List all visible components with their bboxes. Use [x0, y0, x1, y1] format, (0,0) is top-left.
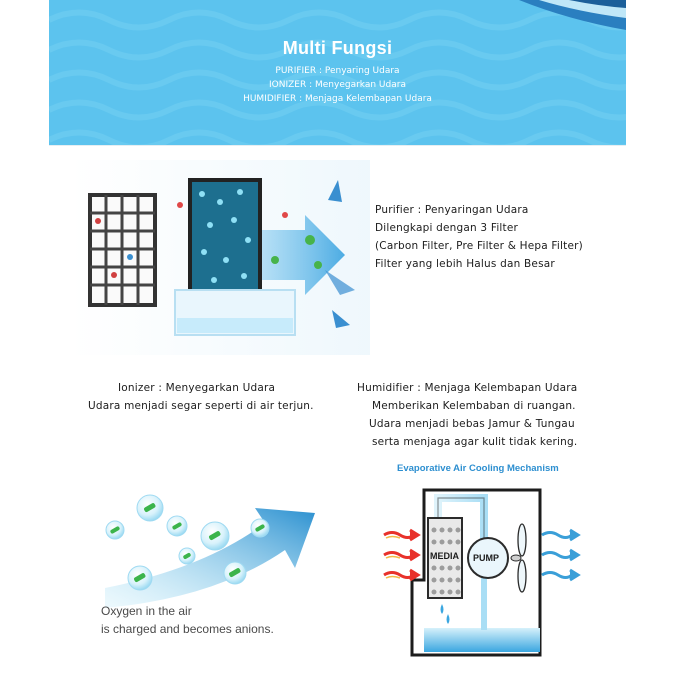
banner-ionizer-line: IONIZER : Menyegarkan Udara [269, 80, 406, 90]
banner-title: Multi Fungsi [282, 38, 393, 58]
evaporative-cooling-diagram [382, 480, 582, 660]
ionizer-caption-1: Oxygen in the air [101, 604, 192, 618]
diagram-title: Evaporative Air Cooling Mechanism [397, 463, 559, 474]
pump-label: PUMP [473, 553, 500, 563]
banner-humidifier-line: HUMIDIFIER : Menjaga Kelembapan Udara [243, 94, 432, 104]
humidifier-heading: Humidifier : Menjaga Kelembapan Udara [357, 382, 578, 394]
purifier-description: Filter yang lebih Halus dan Besar [375, 258, 555, 270]
cool-air-arrows [542, 530, 578, 580]
ionizer-illustration [95, 478, 335, 643]
humidifier-line-3: Udara menjadi bebas Jamur & Tungau [369, 418, 575, 430]
banner-purifier-line: PURIFIER : Penyaring Udara [275, 66, 400, 76]
media-label: MEDIA [430, 551, 459, 561]
divider [49, 145, 626, 146]
humidifier-line-2: Memberikan Kelembaban di ruangan. [372, 400, 576, 412]
humidifier-line-4: serta menjaga agar kulit tidak kering. [372, 436, 578, 448]
purifier-filter-types: (Carbon Filter, Pre Filter & Hepa Filter) [375, 240, 583, 252]
ionizer-description: Udara menjadi segar seperti di air terjun. [88, 400, 314, 412]
purifier-filters: Dilengkapi dengan 3 Filter [375, 222, 519, 234]
purifier-filter-illustration [70, 160, 370, 355]
ionizer-heading: Ionizer : Menyegarkan Udara [118, 382, 276, 394]
ionizer-caption-2: is charged and becomes anions. [101, 622, 274, 636]
header-banner [49, 0, 626, 145]
purifier-heading: Purifier : Penyaringan Udara [375, 204, 529, 216]
